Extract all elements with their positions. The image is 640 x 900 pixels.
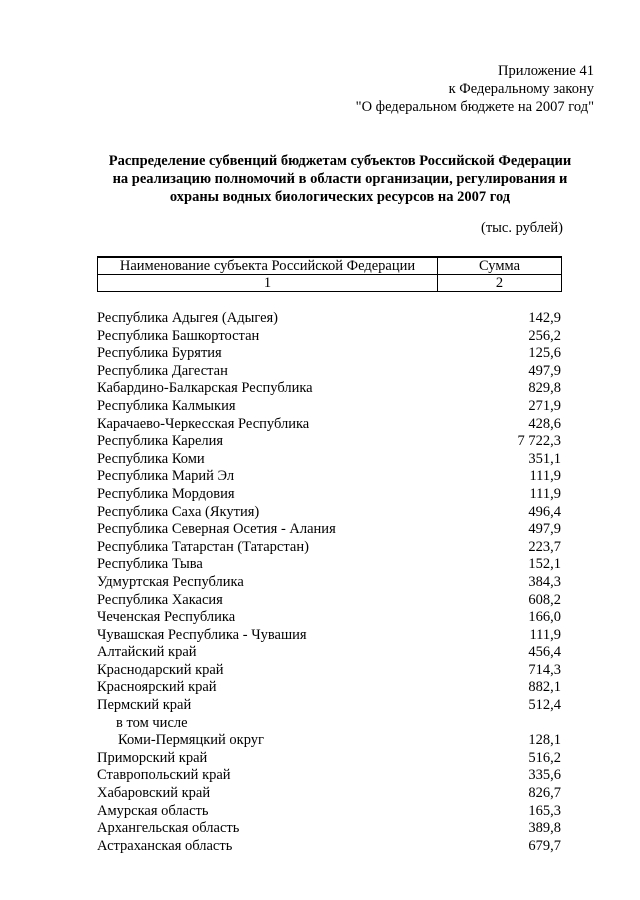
table-row xyxy=(97,504,561,522)
region-amount: 829,8 xyxy=(528,380,561,397)
region-amount: 7 722,3 xyxy=(517,433,561,450)
table-row xyxy=(97,697,561,715)
region-name: Архангельская область xyxy=(97,820,240,837)
table-row xyxy=(97,380,561,398)
region-amount: 882,1 xyxy=(528,679,561,696)
region-amount: 125,6 xyxy=(528,345,561,362)
region-name: Карачаево-Черкесская Республика xyxy=(97,415,310,432)
region-amount: 128,1 xyxy=(528,732,561,749)
table-row xyxy=(97,574,561,592)
table-row xyxy=(97,785,561,803)
region-name: Алтайский край xyxy=(97,644,197,661)
region-amount: 497,9 xyxy=(528,521,561,538)
region-amount: 428,6 xyxy=(528,415,561,432)
table-row xyxy=(97,679,561,697)
table-row xyxy=(97,468,561,486)
table-row xyxy=(97,328,561,346)
header-sum-column: Сумма xyxy=(438,257,562,275)
region-name: Республика Мордовия xyxy=(97,485,235,502)
region-amount: 111,9 xyxy=(529,485,561,502)
region-name: Красноярский край xyxy=(97,679,217,696)
region-name: Астраханская область xyxy=(97,837,233,854)
region-amount: 351,1 xyxy=(528,450,561,467)
table-row xyxy=(97,521,561,539)
region-amount: 389,8 xyxy=(528,820,561,837)
region-amount: 496,4 xyxy=(528,503,561,520)
region-name: Пермский край xyxy=(97,697,192,714)
appendix-line-1: Приложение 41 xyxy=(498,63,594,79)
region-amount: 111,9 xyxy=(529,626,561,643)
table-row xyxy=(97,644,561,662)
region-amount: 714,3 xyxy=(528,661,561,678)
header-name-column: Наименование субъекта Российской Федерации xyxy=(98,257,438,275)
title-line-3: охраны водных биологических ресурсов на 2007 год xyxy=(169,189,511,205)
region-name: Чеченская Республика xyxy=(97,609,236,626)
table-row xyxy=(97,609,561,627)
table-row xyxy=(97,310,561,328)
region-amount: 111,9 xyxy=(529,468,561,485)
region-name: Кабардино-Балкарская Республика xyxy=(97,380,313,397)
region-amount: 256,2 xyxy=(528,327,561,344)
table-row xyxy=(97,803,561,821)
table-body xyxy=(97,310,561,855)
document-title xyxy=(90,152,590,206)
units-label: (тыс. рублей) xyxy=(481,220,563,236)
region-name: Республика Башкортостан xyxy=(97,327,260,344)
region-name: Республика Дагестан xyxy=(97,362,228,379)
region-amount: 608,2 xyxy=(528,591,561,608)
table-row xyxy=(97,486,561,504)
region-name: Чувашская Республика - Чувашия xyxy=(97,626,307,643)
table-row xyxy=(97,662,561,680)
region-amount: 165,3 xyxy=(528,802,561,819)
region-name: Республика Бурятия xyxy=(97,345,222,362)
region-amount: 497,9 xyxy=(528,362,561,379)
table-row xyxy=(97,838,561,856)
appendix-line-2: к Федеральному закону xyxy=(448,81,594,97)
appendix-line-3: "О федеральном бюджете на 2007 год" xyxy=(355,99,594,115)
title-line-2: на реализацию полномочий в области организации, регулирования и xyxy=(112,171,568,187)
region-name: Республика Северная Осетия - Алания xyxy=(97,521,336,538)
region-name: Приморский край xyxy=(97,749,208,766)
region-amount: 826,7 xyxy=(528,785,561,802)
region-amount: 512,4 xyxy=(528,697,561,714)
region-name: Амурская область xyxy=(97,802,209,819)
table-row xyxy=(97,750,561,768)
table-header xyxy=(97,256,562,292)
header-column-number-1: 1 xyxy=(98,275,438,292)
region-name: Республика Коми xyxy=(97,450,205,467)
region-amount: 516,2 xyxy=(528,749,561,766)
region-name: Республика Карелия xyxy=(97,433,224,450)
header-column-number-2: 2 xyxy=(438,275,562,292)
appendix-block xyxy=(294,62,594,116)
table-row xyxy=(97,732,561,750)
region-amount: 335,6 xyxy=(528,767,561,784)
region-name: в том числе xyxy=(116,714,188,731)
region-amount: 142,9 xyxy=(528,310,561,326)
region-name: Республика Татарстан (Татарстан) xyxy=(97,538,309,555)
table-row xyxy=(97,592,561,610)
region-name: Краснодарский край xyxy=(97,661,224,678)
region-name: Хабаровский край xyxy=(97,785,211,802)
region-name: Удмуртская Республика xyxy=(97,573,244,590)
table-row xyxy=(97,345,561,363)
region-name: Республика Адыгея (Адыгея) xyxy=(97,310,279,326)
region-name: Ставропольский край xyxy=(97,767,231,784)
table-row xyxy=(97,451,561,469)
region-name: Республика Хакасия xyxy=(97,591,223,608)
table-row xyxy=(97,363,561,381)
region-amount: 223,7 xyxy=(528,538,561,555)
table-row xyxy=(97,556,561,574)
region-amount: 384,3 xyxy=(528,573,561,590)
table-row xyxy=(97,539,561,557)
region-amount: 166,0 xyxy=(528,609,561,626)
region-amount: 456,4 xyxy=(528,644,561,661)
table-row xyxy=(97,416,561,434)
table-row xyxy=(97,820,561,838)
region-amount: 271,9 xyxy=(528,397,561,414)
title-line-1: Распределение субвенций бюджетам субъектов Российской Федерации xyxy=(108,153,572,169)
table-row xyxy=(97,627,561,645)
region-name: Республика Саха (Якутия) xyxy=(97,503,260,520)
region-name: Республика Калмыкия xyxy=(97,397,236,414)
region-name: Республика Марий Эл xyxy=(97,468,235,485)
region-name: Республика Тыва xyxy=(97,556,203,573)
region-amount: 152,1 xyxy=(528,556,561,573)
table-row xyxy=(97,715,561,733)
region-name: Коми-Пермяцкий округ xyxy=(118,732,264,749)
table-row xyxy=(97,767,561,785)
region-amount: 679,7 xyxy=(528,837,561,854)
table-row xyxy=(97,398,561,416)
table-row xyxy=(97,433,561,451)
